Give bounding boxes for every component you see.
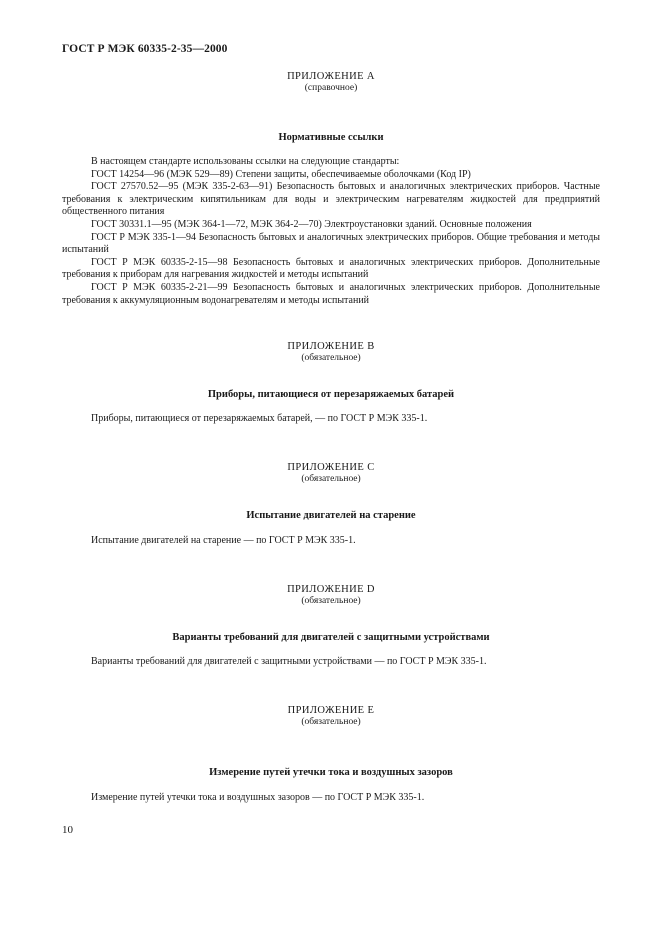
appendix-c-status: (обязательное) [301, 474, 361, 484]
appendix-a-status: (справочное) [304, 83, 358, 93]
appendix-b-title: ПРИЛОЖЕНИЕ В [287, 341, 375, 352]
appendix-c-title: ПРИЛОЖЕНИЕ С [287, 462, 375, 473]
references-intro: В настоящем стандарте использованы ссылки на следующие стандарты: [91, 156, 400, 167]
reference-item: ГОСТ 30331.1—95 (МЭК 364-1—72, МЭК 364-2—70) Электроустановки зданий. Основные положения [91, 218, 532, 230]
appendix-e-title: ПРИЛОЖЕНИЕ E [287, 705, 375, 716]
appendix-c-heading: Испытание двигателей на старение [246, 510, 416, 521]
appendix-d-title: ПРИЛОЖЕНИЕ D [287, 584, 375, 595]
reference-item: ГОСТ 27570.52—95 (МЭК 335-2-63—91) Безопасность бытовых и аналогичных электрических приборов. Частные требования к электрическим кипятильникам для воды и электрическим нагревателям жидкостей для предприятий общественного питания [62, 181, 600, 218]
reference-item: ГОСТ 14254—96 (МЭК 529—89) Степени защиты, обеспечиваемые оболочками (Код IP) [91, 168, 471, 180]
appendix-c-text: Испытание двигателей на старение — по ГОСТ Р МЭК 335-1. [91, 535, 356, 546]
standard-header: ГОСТ Р МЭК 60335-2-35—2000 [62, 43, 228, 55]
appendix-d-heading: Варианты требований для двигателей с защитными устройствами [172, 632, 490, 643]
appendix-b-status: (обязательное) [301, 353, 361, 363]
appendix-a-heading: Нормативные ссылки [278, 132, 384, 143]
reference-item: ГОСТ Р МЭК 335-1—94 Безопасность бытовых и аналогичных электрических приборов. Общие требования и методы испытаний [62, 231, 600, 256]
appendix-e-text: Измерение путей утечки тока и воздушных зазоров — по ГОСТ Р МЭК 335-1. [91, 792, 425, 803]
reference-item: ГОСТ Р МЭК 60335-2-21—99 Безопасность бытовых и аналогичных электрических приборов. Дополнительные требования к аккумуляционным водонагревателям и методы испытаний [62, 281, 600, 306]
appendix-d-status: (обязательное) [301, 596, 361, 606]
appendix-b-heading: Приборы, питающиеся от перезаряжаемых батарей [207, 389, 455, 400]
appendix-a-title: ПРИЛОЖЕНИЕ А [287, 71, 375, 82]
page-number: 10 [62, 824, 73, 836]
appendix-b-text: Приборы, питающиеся от перезаряжаемых батарей, — по ГОСТ Р МЭК 335-1. [91, 413, 428, 424]
appendix-e-status: (обязательное) [301, 717, 361, 727]
appendix-a-body [62, 156, 600, 307]
appendix-d-text: Варианты требований для двигателей с защитными устройствами — по ГОСТ Р МЭК 335-1. [91, 656, 487, 667]
reference-item: ГОСТ Р МЭК 60335-2-15—98 Безопасность бытовых и аналогичных электрических приборов. Дополнительные требования к приборам для нагревания жидкостей и методы испытаний [62, 256, 600, 281]
appendix-e-heading: Измерение путей утечки тока и воздушных зазоров [209, 767, 453, 778]
